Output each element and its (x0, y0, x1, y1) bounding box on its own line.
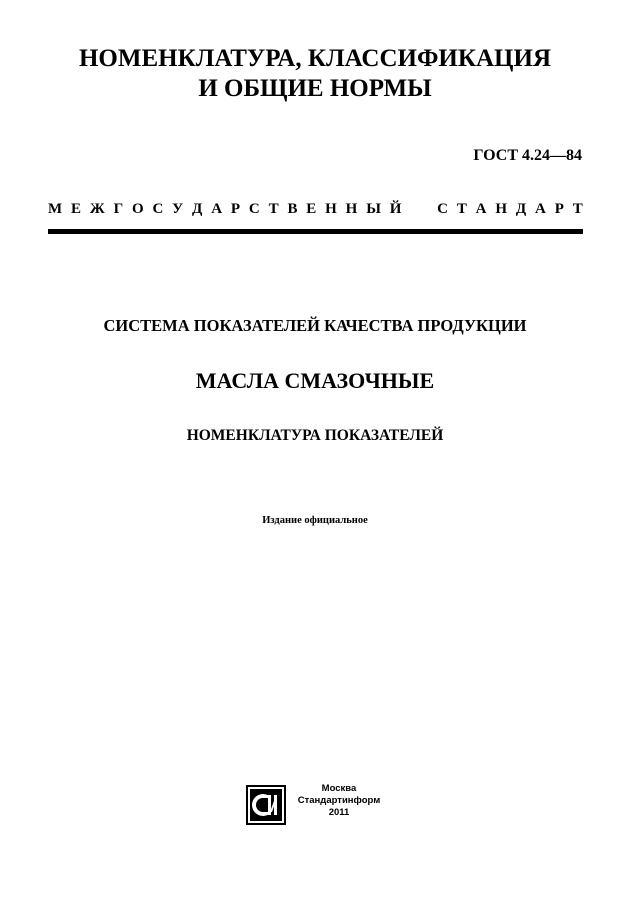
interstate-letter: М (48, 201, 63, 217)
interstate-letter: Н (345, 201, 358, 217)
main-title: МАСЛА СМАЗОЧНЫЕ (195, 368, 435, 393)
interstate-letter: Н (325, 201, 337, 217)
header-divider-rule (48, 229, 583, 234)
interstate-letter: С (437, 201, 448, 217)
interstate-letter: А (535, 201, 546, 217)
publisher-city: Москва (321, 783, 357, 794)
interstate-letter: Р (230, 201, 241, 217)
interstate-letter: Е (306, 201, 317, 217)
publisher-name: Стандартинформ (297, 795, 381, 806)
interstate-letter: Д (515, 201, 527, 217)
series-title (0, 44, 630, 104)
document-subtitle: НОМЕНКЛАТУРА ПОКАЗАТЕЛЕЙ (186, 427, 444, 444)
interstate-word-gap (410, 201, 428, 218)
publisher-year: 2011 (328, 807, 350, 818)
interstate-letter: Ж (89, 201, 105, 217)
edition-note: Издание официальное (262, 515, 368, 526)
standartinform-logo-icon (246, 785, 286, 825)
interstate-standard-banner (48, 201, 583, 218)
interstate-letter: Р (554, 201, 564, 217)
interstate-letter: У (172, 201, 184, 217)
interstate-letter: Д (192, 201, 203, 217)
interstate-letter: Т (456, 201, 467, 217)
gost-number: ГОСТ 4.24—84 (473, 147, 582, 164)
interstate-letter: С (152, 201, 164, 217)
series-title-line-2: И ОБЩИЕ НОРМЫ (198, 75, 432, 102)
interstate-letter: Г (113, 201, 124, 217)
interstate-letter: Т (268, 201, 279, 217)
interstate-letter: Й (389, 201, 402, 217)
interstate-letter: А (475, 201, 487, 217)
interstate-letter: О (131, 201, 144, 217)
interstate-letter: С (248, 201, 260, 217)
publisher-block (294, 783, 384, 819)
system-title: СИСТЕМА ПОКАЗАТЕЛЕЙ КАЧЕСТВА ПРОДУКЦИИ (103, 316, 527, 335)
interstate-letter: А (211, 201, 223, 217)
interstate-letter: Н (495, 201, 508, 217)
interstate-letter: В (287, 201, 298, 217)
series-title-line-1: НОМЕНКЛАТУРА, КЛАССИФИКАЦИЯ (78, 45, 552, 72)
interstate-letter: Е (71, 201, 82, 217)
interstate-letter: Ы (366, 201, 381, 217)
interstate-letter: Т (572, 201, 583, 217)
